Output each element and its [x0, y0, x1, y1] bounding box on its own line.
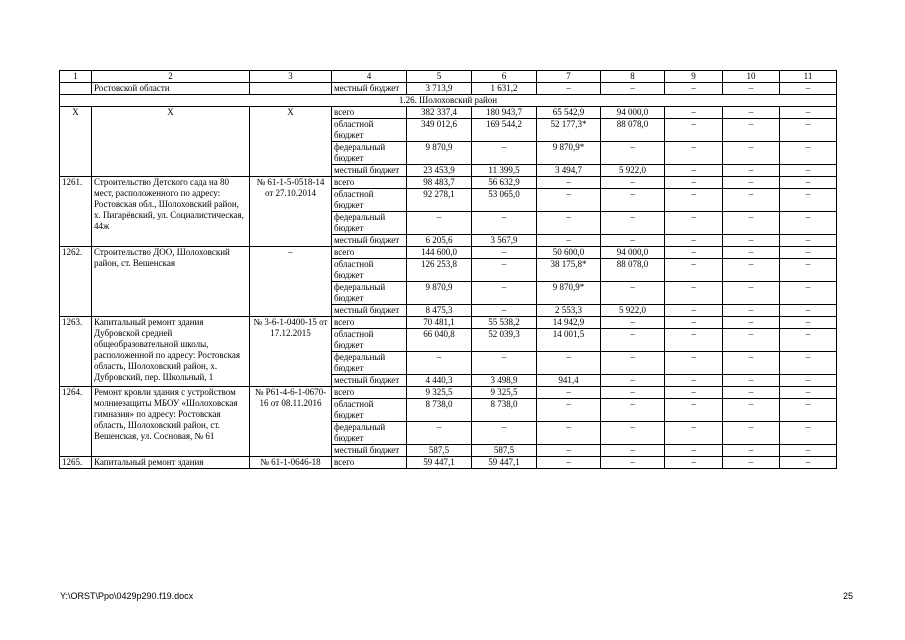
value-cell: –: [601, 282, 665, 305]
object-name-cell: Строительство Детского сада на 80 мест, расположенного по адресу: Ростовская обл., Шолоховский район, х. Пигарёвский, ул. Социалистическая, 44ж: [92, 177, 250, 247]
value-cell: –: [665, 352, 723, 375]
value-cell: 3 713,9: [407, 83, 472, 95]
value-cell: 65 542,9: [537, 107, 601, 119]
value-cell: –: [665, 259, 723, 282]
value-cell: –: [723, 387, 780, 399]
object-name-cell: Х: [92, 107, 250, 177]
value-cell: –: [665, 235, 723, 247]
value-cell: 6 205,6: [407, 235, 472, 247]
value-cell: 349 012,6: [407, 119, 472, 142]
value-cell: –: [665, 189, 723, 212]
value-cell: 55 538,2: [472, 317, 537, 329]
column-header: 2: [92, 71, 250, 83]
page-number: 25: [842, 591, 853, 601]
budget-type-cell: местный бюджет: [332, 305, 407, 317]
value-cell: –: [723, 422, 780, 445]
budget-type-cell: всего: [332, 317, 407, 329]
budget-type-cell: местный бюджет: [332, 83, 407, 95]
value-cell: 382 337,4: [407, 107, 472, 119]
value-cell: 14 942,9: [537, 317, 601, 329]
expertise-cell: № 3-6-1-0400-15 от 17.12.2015: [250, 317, 332, 387]
item-number-cell: 1262.: [60, 247, 92, 317]
object-name-cell: Капитальный ремонт здания Дубровской средней общеобразовательной школы, расположенной по адресу: Ростовская область, Шолоховский район, х. Дубровский, пер. Школьный, 1: [92, 317, 250, 387]
value-cell: –: [665, 422, 723, 445]
value-cell: –: [537, 212, 601, 235]
value-cell: –: [665, 107, 723, 119]
value-cell: –: [601, 142, 665, 165]
value-cell: –: [537, 387, 601, 399]
value-cell: –: [665, 445, 723, 457]
value-cell: –: [780, 352, 837, 375]
expertise-cell: № Р61-4-6-1-0670-16 от 08.11.2016: [250, 387, 332, 457]
value-cell: –: [601, 445, 665, 457]
item-number-cell: Х: [60, 107, 92, 177]
value-cell: 144 600,0: [407, 247, 472, 259]
value-cell: 8 475,3: [407, 305, 472, 317]
value-cell: –: [601, 387, 665, 399]
item-number-cell: 1263.: [60, 317, 92, 387]
value-cell: –: [537, 399, 601, 422]
value-cell: –: [665, 317, 723, 329]
value-cell: –: [780, 247, 837, 259]
value-cell: 4 440,3: [407, 375, 472, 387]
item-number-cell: 1264.: [60, 387, 92, 457]
value-cell: –: [472, 422, 537, 445]
value-cell: –: [665, 177, 723, 189]
value-cell: –: [723, 305, 780, 317]
value-cell: –: [601, 317, 665, 329]
value-cell: 53 065,0: [472, 189, 537, 212]
value-cell: –: [472, 352, 537, 375]
value-cell: 59 447,1: [407, 457, 472, 469]
value-cell: –: [780, 165, 837, 177]
value-cell: 5 922,0: [601, 165, 665, 177]
value-cell: –: [665, 282, 723, 305]
value-cell: –: [723, 445, 780, 457]
value-cell: –: [723, 83, 780, 95]
value-cell: –: [537, 445, 601, 457]
column-header: 7: [537, 71, 601, 83]
value-cell: 23 453,9: [407, 165, 472, 177]
column-header: 9: [665, 71, 723, 83]
value-cell: –: [537, 177, 601, 189]
value-cell: –: [723, 212, 780, 235]
value-cell: –: [601, 399, 665, 422]
value-cell: –: [601, 212, 665, 235]
value-cell: –: [665, 83, 723, 95]
value-cell: –: [723, 107, 780, 119]
budget-type-cell: областной бюджет: [332, 329, 407, 352]
value-cell: –: [601, 189, 665, 212]
value-cell: 98 483,7: [407, 177, 472, 189]
value-cell: –: [723, 352, 780, 375]
table-row: [60, 247, 837, 259]
value-cell: 52 039,3: [472, 329, 537, 352]
value-cell: 169 544,2: [472, 119, 537, 142]
value-cell: –: [472, 282, 537, 305]
value-cell: –: [780, 212, 837, 235]
value-cell: 8 738,0: [472, 399, 537, 422]
value-cell: 587,5: [472, 445, 537, 457]
value-cell: 56 632,9: [472, 177, 537, 189]
column-header: 11: [780, 71, 837, 83]
column-header: 5: [407, 71, 472, 83]
value-cell: –: [407, 422, 472, 445]
value-cell: –: [780, 457, 837, 469]
table-row: [60, 387, 837, 399]
value-cell: –: [537, 189, 601, 212]
value-cell: –: [780, 83, 837, 95]
budget-type-cell: местный бюджет: [332, 375, 407, 387]
section-row: [60, 95, 837, 107]
value-cell: 9 325,5: [472, 387, 537, 399]
value-cell: –: [780, 317, 837, 329]
value-cell: –: [601, 422, 665, 445]
value-cell: –: [780, 119, 837, 142]
budget-type-cell: местный бюджет: [332, 235, 407, 247]
value-cell: 5 922,0: [601, 305, 665, 317]
value-cell: –: [665, 212, 723, 235]
column-header: 4: [332, 71, 407, 83]
value-cell: –: [601, 457, 665, 469]
value-cell: 9 870,9: [407, 142, 472, 165]
value-cell: –: [780, 282, 837, 305]
value-cell: –: [723, 165, 780, 177]
value-cell: –: [665, 165, 723, 177]
budget-type-cell: федеральный бюджет: [332, 142, 407, 165]
value-cell: –: [780, 387, 837, 399]
table-row: [60, 177, 837, 189]
value-cell: –: [723, 259, 780, 282]
value-cell: 50 600,0: [537, 247, 601, 259]
value-cell: 3 494,7: [537, 165, 601, 177]
value-cell: 3 567,9: [472, 235, 537, 247]
budget-type-cell: всего: [332, 177, 407, 189]
budget-type-cell: федеральный бюджет: [332, 282, 407, 305]
value-cell: 3 498,9: [472, 375, 537, 387]
column-header: 1: [60, 71, 92, 83]
budget-type-cell: федеральный бюджет: [332, 422, 407, 445]
expertise-cell: Х: [250, 107, 332, 177]
value-cell: –: [723, 235, 780, 247]
value-cell: –: [723, 142, 780, 165]
value-cell: –: [601, 352, 665, 375]
expertise-cell: № 61-1-5-0518-14 от 27.10.2014: [250, 177, 332, 247]
value-cell: –: [723, 247, 780, 259]
value-cell: –: [723, 177, 780, 189]
section-title: 1.26. Шолоховский район: [60, 95, 837, 107]
value-cell: –: [723, 399, 780, 422]
value-cell: –: [780, 107, 837, 119]
value-cell: –: [665, 375, 723, 387]
value-cell: –: [472, 142, 537, 165]
budget-type-cell: всего: [332, 107, 407, 119]
budget-type-cell: областной бюджет: [332, 119, 407, 142]
value-cell: –: [601, 375, 665, 387]
value-cell: –: [723, 282, 780, 305]
value-cell: –: [665, 387, 723, 399]
value-cell: –: [780, 445, 837, 457]
column-header: 8: [601, 71, 665, 83]
value-cell: 126 253,8: [407, 259, 472, 282]
value-cell: –: [665, 457, 723, 469]
object-name-cell: Строительство ДОО, Шолоховский район, ст. Вешенская: [92, 247, 250, 317]
value-cell: 92 278,1: [407, 189, 472, 212]
value-cell: –: [780, 235, 837, 247]
value-cell: –: [780, 422, 837, 445]
budget-type-cell: местный бюджет: [332, 165, 407, 177]
table-row: [60, 317, 837, 329]
value-cell: –: [601, 235, 665, 247]
value-cell: 94 000,0: [601, 247, 665, 259]
value-cell: 2 553,3: [537, 305, 601, 317]
value-cell: 9 325,5: [407, 387, 472, 399]
value-cell: 59 447,1: [472, 457, 537, 469]
budget-type-cell: федеральный бюджет: [332, 212, 407, 235]
value-cell: –: [665, 329, 723, 352]
value-cell: 70 481,1: [407, 317, 472, 329]
budget-type-cell: областной бюджет: [332, 189, 407, 212]
value-cell: –: [537, 422, 601, 445]
value-cell: –: [407, 212, 472, 235]
item-number-cell: [60, 83, 92, 95]
footer-file-path: Y:\ORST\Ppo\0429p290.f19.docx: [60, 591, 194, 601]
value-cell: 587,5: [407, 445, 472, 457]
value-cell: –: [665, 399, 723, 422]
value-cell: 14 001,5: [537, 329, 601, 352]
value-cell: –: [723, 457, 780, 469]
value-cell: –: [472, 212, 537, 235]
value-cell: –: [665, 305, 723, 317]
value-cell: 38 175,8*: [537, 259, 601, 282]
value-cell: –: [472, 305, 537, 317]
budget-type-cell: местный бюджет: [332, 445, 407, 457]
budget-type-cell: всего: [332, 247, 407, 259]
budget-type-cell: всего: [332, 457, 407, 469]
value-cell: –: [780, 375, 837, 387]
item-number-cell: 1261.: [60, 177, 92, 247]
value-cell: 941,4: [537, 375, 601, 387]
expertise-cell: № 61-1-0646-18: [250, 457, 332, 469]
expertise-cell: [250, 83, 332, 95]
value-cell: –: [472, 247, 537, 259]
object-name-cell: Ростовской области: [92, 83, 250, 95]
value-cell: –: [780, 329, 837, 352]
value-cell: –: [537, 83, 601, 95]
value-cell: 180 943,7: [472, 107, 537, 119]
value-cell: –: [537, 235, 601, 247]
value-cell: –: [723, 329, 780, 352]
budget-type-cell: всего: [332, 387, 407, 399]
value-cell: 52 177,3*: [537, 119, 601, 142]
value-cell: –: [780, 305, 837, 317]
value-cell: –: [780, 259, 837, 282]
expertise-cell: –: [250, 247, 332, 317]
column-header: 3: [250, 71, 332, 83]
budget-table: [59, 70, 837, 469]
value-cell: –: [601, 329, 665, 352]
value-cell: 1 631,2: [472, 83, 537, 95]
value-cell: –: [780, 142, 837, 165]
column-header: 10: [723, 71, 780, 83]
value-cell: –: [723, 375, 780, 387]
table-row: [60, 457, 837, 469]
column-header: 6: [472, 71, 537, 83]
value-cell: 88 078,0: [601, 119, 665, 142]
object-name-cell: Ремонт кровли здания с устройством молниезащиты МБОУ «Шолоховская гимназия» по адресу: Ростовская область, Шолоховский район, ст. Вешенская, ул. Сосновая, № 61: [92, 387, 250, 457]
value-cell: 9 870,9*: [537, 142, 601, 165]
value-cell: –: [601, 83, 665, 95]
header-row: [60, 71, 837, 83]
budget-type-cell: областной бюджет: [332, 399, 407, 422]
value-cell: –: [472, 259, 537, 282]
value-cell: 66 040,8: [407, 329, 472, 352]
value-cell: 8 738,0: [407, 399, 472, 422]
value-cell: 94 000,0: [601, 107, 665, 119]
value-cell: –: [537, 457, 601, 469]
value-cell: 9 870,9*: [537, 282, 601, 305]
value-cell: 11 399,5: [472, 165, 537, 177]
value-cell: –: [665, 142, 723, 165]
value-cell: –: [665, 247, 723, 259]
value-cell: –: [723, 317, 780, 329]
value-cell: –: [601, 177, 665, 189]
value-cell: –: [780, 399, 837, 422]
table-row: [60, 107, 837, 119]
budget-type-cell: областной бюджет: [332, 259, 407, 282]
value-cell: 9 870,9: [407, 282, 472, 305]
value-cell: –: [780, 177, 837, 189]
value-cell: –: [723, 189, 780, 212]
table-row: [60, 83, 837, 95]
item-number-cell: 1265.: [60, 457, 92, 469]
budget-type-cell: федеральный бюджет: [332, 352, 407, 375]
value-cell: –: [407, 352, 472, 375]
object-name-cell: Капитальный ремонт здания: [92, 457, 250, 469]
value-cell: –: [537, 352, 601, 375]
value-cell: –: [665, 119, 723, 142]
value-cell: –: [780, 189, 837, 212]
value-cell: –: [723, 119, 780, 142]
value-cell: 88 078,0: [601, 259, 665, 282]
